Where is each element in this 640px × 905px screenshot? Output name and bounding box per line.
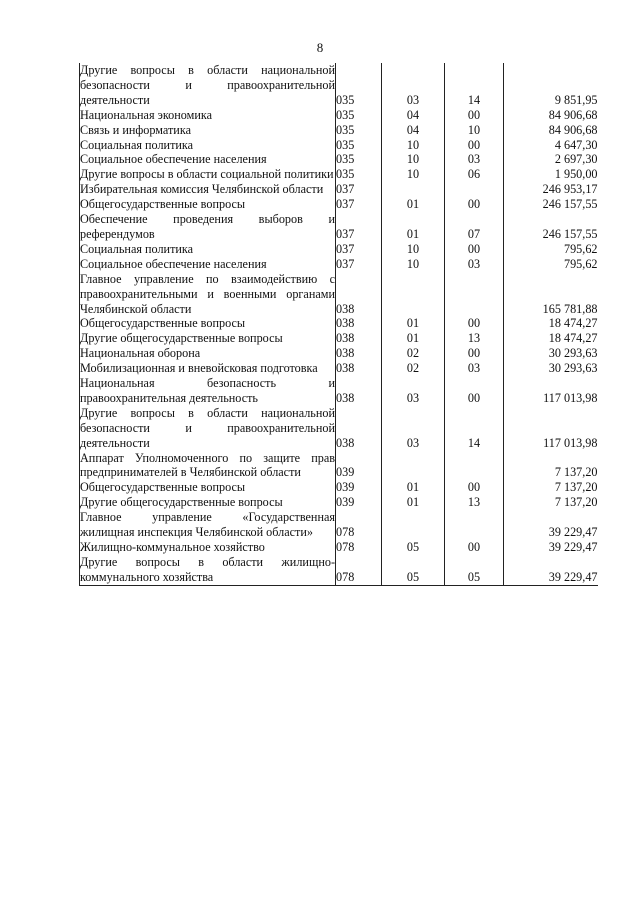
row-name: Общегосударственные вопросы [80, 197, 246, 212]
row-code: 035 [336, 138, 382, 153]
row-amount: 246 157,55 [504, 212, 598, 242]
table-row [80, 242, 598, 257]
row-section: 10 [382, 242, 445, 257]
row-subsection: 14 [445, 63, 504, 108]
row-amount: 39 229,47 [504, 540, 598, 555]
table-row [80, 63, 598, 108]
row-name: Другие общегосударственные вопросы [80, 495, 283, 510]
row-code: 037 [336, 257, 382, 272]
row-amount: 4 647,30 [504, 138, 598, 153]
row-subsection: 10 [445, 123, 504, 138]
row-subsection [445, 272, 504, 317]
row-amount: 39 229,47 [504, 555, 598, 585]
row-subsection [445, 182, 504, 197]
row-subsection: 07 [445, 212, 504, 242]
row-code: 035 [336, 63, 382, 108]
row-amount: 18 474,27 [504, 316, 598, 331]
row-subsection: 14 [445, 406, 504, 451]
row-code: 035 [336, 123, 382, 138]
row-name: Аппарат Уполномоченного по защите прав предпринимателей в Челябинской области [80, 450, 335, 480]
row-section: 01 [382, 331, 445, 346]
row-amount: 246 953,17 [504, 182, 598, 197]
row-name: Избирательная комиссия Челябинской области [80, 182, 324, 197]
row-section: 02 [382, 361, 445, 376]
row-subsection: 06 [445, 167, 504, 182]
row-name: Другие вопросы в области социальной политики [80, 167, 334, 182]
row-name: Мобилизационная и вневойсковая подготовка [80, 361, 318, 376]
row-code: 038 [336, 406, 382, 451]
table-row [80, 257, 598, 272]
table-row [80, 197, 598, 212]
table-row [80, 346, 598, 361]
row-name: Другие вопросы в области национальной безопасности и правоохранительной деятельности [80, 63, 335, 107]
row-subsection: 03 [445, 152, 504, 167]
table-row [80, 272, 598, 317]
row-amount: 1 950,00 [504, 167, 598, 182]
row-section: 04 [382, 123, 445, 138]
row-subsection: 00 [445, 197, 504, 212]
row-name: Социальная политика [80, 241, 194, 256]
row-amount: 7 137,20 [504, 495, 598, 510]
row-subsection: 03 [445, 361, 504, 376]
row-code: 078 [336, 510, 382, 540]
row-subsection: 00 [445, 138, 504, 153]
row-code: 039 [336, 451, 382, 481]
row-subsection: 03 [445, 257, 504, 272]
row-section: 05 [382, 555, 445, 585]
row-section: 10 [382, 167, 445, 182]
row-code: 039 [336, 480, 382, 495]
table-row [80, 212, 598, 242]
row-amount: 165 781,88 [504, 272, 598, 317]
row-subsection: 00 [445, 346, 504, 361]
row-name: Общегосударственные вопросы [80, 480, 246, 495]
row-code: 035 [336, 152, 382, 167]
row-code: 037 [336, 242, 382, 257]
row-subsection: 05 [445, 555, 504, 585]
row-code: 038 [336, 316, 382, 331]
row-subsection: 00 [445, 108, 504, 123]
row-name: Национальная безопасность и правоохранительная деятельность [80, 376, 335, 405]
row-subsection: 00 [445, 376, 504, 406]
row-name: Национальная экономика [80, 107, 213, 122]
row-section: 01 [382, 316, 445, 331]
row-subsection [445, 510, 504, 540]
row-amount: 795,62 [504, 257, 598, 272]
table-row [80, 495, 598, 510]
row-section: 01 [382, 212, 445, 242]
table-row [80, 316, 598, 331]
table-row [80, 480, 598, 495]
row-name: Общегосударственные вопросы [80, 316, 246, 331]
row-name: Социальная политика [80, 137, 194, 152]
row-section: 01 [382, 480, 445, 495]
table-row [80, 376, 598, 406]
row-name: Социальное обеспечение населения [80, 256, 267, 271]
row-section: 02 [382, 346, 445, 361]
row-amount: 39 229,47 [504, 510, 598, 540]
table-row [80, 167, 598, 182]
row-code: 037 [336, 182, 382, 197]
row-section: 01 [382, 197, 445, 212]
table-row [80, 138, 598, 153]
row-name: Главное управление «Государственная жилищная инспекция Челябинской области» [80, 510, 335, 540]
table-row [80, 108, 598, 123]
row-code: 078 [336, 555, 382, 585]
row-section [382, 510, 445, 540]
row-code: 035 [336, 167, 382, 182]
table-row [80, 406, 598, 451]
row-code: 078 [336, 540, 382, 555]
row-amount: 9 851,95 [504, 63, 598, 108]
row-name: Другие вопросы в области национальной безопасности и правоохранительной деятельности [80, 405, 335, 450]
row-name: Главное управление по взаимодействию с правоохранительными и военными органами Челябинской области [80, 271, 335, 316]
row-subsection [445, 451, 504, 481]
row-amount: 117 013,98 [504, 376, 598, 406]
row-name: Обеспечение проведения выборов и референдумов [80, 212, 335, 241]
budget-table-body [80, 63, 598, 585]
row-code: 035 [336, 108, 382, 123]
row-code: 037 [336, 197, 382, 212]
row-code: 038 [336, 272, 382, 317]
table-row [80, 451, 598, 481]
table-row [80, 361, 598, 376]
row-subsection: 00 [445, 540, 504, 555]
table-row [80, 510, 598, 540]
row-code: 039 [336, 495, 382, 510]
row-amount: 84 906,68 [504, 123, 598, 138]
row-amount: 30 293,63 [504, 346, 598, 361]
row-amount: 18 474,27 [504, 331, 598, 346]
row-code: 038 [336, 376, 382, 406]
row-section: 05 [382, 540, 445, 555]
row-subsection: 00 [445, 242, 504, 257]
row-amount: 795,62 [504, 242, 598, 257]
row-section: 10 [382, 138, 445, 153]
table-row [80, 331, 598, 346]
row-section: 10 [382, 152, 445, 167]
row-name: Социальное обеспечение населения [80, 152, 267, 167]
row-amount: 117 013,98 [504, 406, 598, 451]
row-subsection: 00 [445, 480, 504, 495]
row-code: 038 [336, 361, 382, 376]
row-subsection: 13 [445, 495, 504, 510]
budget-table [79, 63, 598, 586]
row-code: 037 [336, 212, 382, 242]
table-row [80, 182, 598, 197]
row-code: 038 [336, 346, 382, 361]
row-section: 10 [382, 257, 445, 272]
table-row [80, 152, 598, 167]
row-section: 03 [382, 376, 445, 406]
table-row [80, 540, 598, 555]
table-row [80, 123, 598, 138]
row-name: Другие общегосударственные вопросы [80, 331, 283, 346]
row-amount: 84 906,68 [504, 108, 598, 123]
row-amount: 7 137,20 [504, 451, 598, 481]
row-subsection: 00 [445, 316, 504, 331]
page-number: 8 [316, 40, 324, 55]
row-section: 04 [382, 108, 445, 123]
row-amount: 246 157,55 [504, 197, 598, 212]
row-section [382, 451, 445, 481]
row-section: 03 [382, 63, 445, 108]
row-section: 01 [382, 495, 445, 510]
row-section [382, 182, 445, 197]
row-amount: 7 137,20 [504, 480, 598, 495]
table-row [80, 555, 598, 585]
row-subsection: 13 [445, 331, 504, 346]
row-name: Другие вопросы в области жилищно-коммунального хозяйства [80, 554, 335, 584]
row-name: Жилищно-коммунальное хозяйство [80, 540, 265, 554]
row-name: Связь и информатика [80, 122, 191, 137]
row-section [382, 272, 445, 317]
row-amount: 2 697,30 [504, 152, 598, 167]
row-name: Национальная оборона [80, 346, 201, 361]
row-code: 038 [336, 331, 382, 346]
row-amount: 30 293,63 [504, 361, 598, 376]
row-section: 03 [382, 406, 445, 451]
